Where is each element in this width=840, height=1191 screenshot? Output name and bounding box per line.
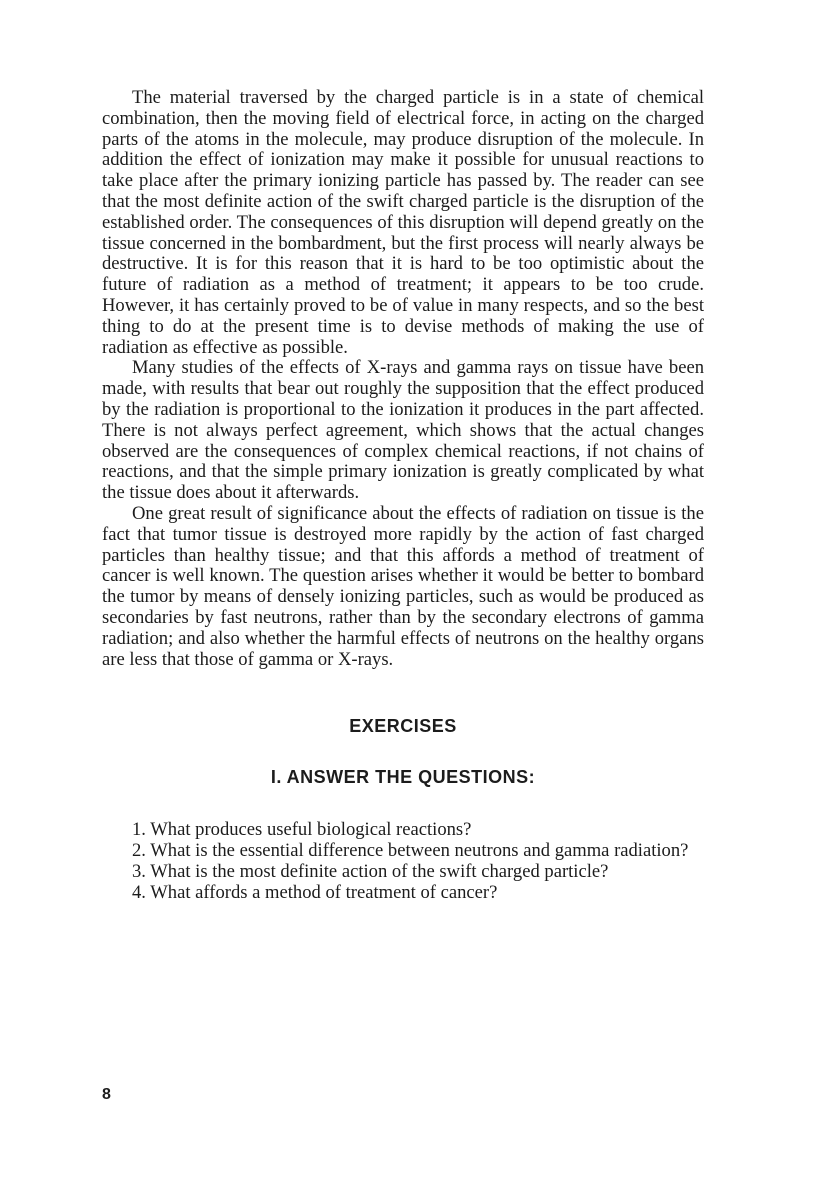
question-3: 3. What is the most definite action of the swift charged particle?: [132, 860, 609, 882]
page-number: 8: [102, 1086, 111, 1103]
questions-heading: I. ANSWER THE QUESTIONS:: [270, 767, 536, 788]
question-4: 4. What affords a method of treatment of cancer?: [132, 881, 498, 903]
body-paragraph-1: The material traversed by the charged particle is in a state of chemical combination, then the moving field of electrical force, in acting on the charged parts of the atoms in the molecule, may produce disruption of the molecule. In addition the effect of ionization may make it possible for unusual reactions to take place after the primary ionizing particle has passed by. The reader can see that the most definite action of the swift charged particle is the disruption of the established order. The consequences of this disruption will depend greatly on the tissue concerned in the bombardment, but the first process will nearly always be destructive. It is for this reason that it is hard to be too optimistic about the future of radiation as a method of treatment; it appears to be too crude. However, it has certainly proved to be of value in many respects, and so the best thing to do at the present time is to devise methods of making the use of radiation as effective as possible.: [102, 87, 704, 358]
body-paragraph-2: Many studies of the effects of X-rays and gamma rays on tissue have been made, with results that bear out roughly the supposition that the effect produced by the radiation is proportional to the ionization it produces in the part affected. There is not always perfect agreement, which shows that the actual changes observed are the consequences of complex chemical reactions, if not chains of reactions, and that the simple primary ionization is greatly complicated by what the tissue does about it afterwards.: [102, 357, 704, 504]
exercises-heading: EXERCISES: [349, 716, 457, 737]
page-body: [102, 88, 704, 904]
question-1: 1. What produces useful biological reactions?: [132, 819, 472, 841]
body-paragraph-3: One great result of significance about the effects of radiation on tissue is the fact that tumor tissue is destroyed more rapidly by the action of fast charged particles than healthy tissue; and that this affords a method of treatment of cancer is well known. The question arises whether it would be better to bombard the tumor by means of densely ionizing particles, such as would be produced as secondaries by fast neutrons, rather than by the secondary electrons of gamma radiation; and also whether the harmful effects of neutrons on the healthy organs are less that those of gamma or X-rays.: [102, 502, 704, 670]
question-2: 2. What is the essential difference between neutrons and gamma radiation?: [132, 840, 689, 862]
